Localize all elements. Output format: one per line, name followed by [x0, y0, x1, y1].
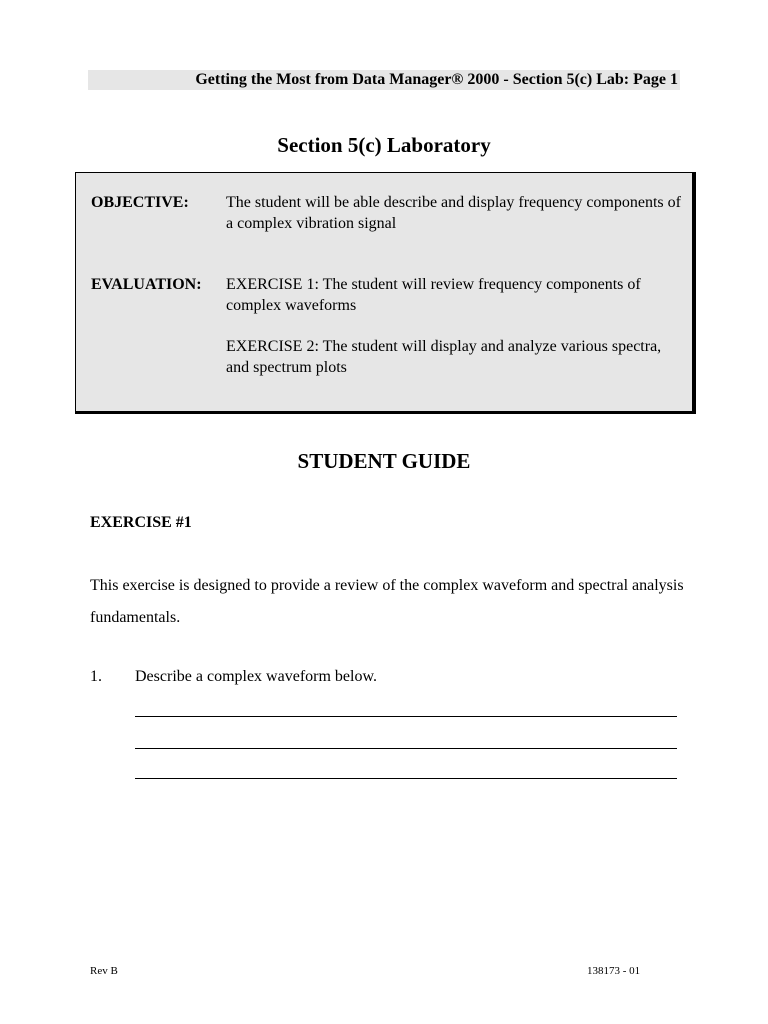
answer-line[interactable]: [135, 716, 677, 717]
page-title: Section 5(c) Laboratory: [277, 133, 491, 157]
exercise-intro: This exercise is designed to provide a review of the complex waveform and spectral analysis fundamentals.: [90, 577, 684, 626]
question-number: 1.: [90, 668, 102, 685]
objective-text: The student will be able describe and display frequency components of a complex vibration signal: [226, 194, 681, 232]
exercise-heading: EXERCISE #1: [90, 514, 192, 531]
evaluation-exercise-2: EXERCISE 2: The student will display and analyze various spectra, and spectrum plots: [226, 338, 662, 376]
running-header-text: Getting the Most from Data Manager® 2000 - Section 5(c) Lab: Page 1: [195, 71, 678, 88]
objective-box: [75, 172, 696, 414]
evaluation-exercise-1: EXERCISE 1: The student will review frequency components of complex waveforms: [226, 276, 641, 314]
question-text: Describe a complex waveform below.: [135, 668, 377, 685]
footer-revision: Rev B: [90, 965, 118, 977]
running-header: [88, 70, 680, 90]
answer-line[interactable]: [135, 778, 677, 779]
evaluation-label: EVALUATION:: [91, 276, 202, 293]
answer-line[interactable]: [135, 748, 677, 749]
student-guide-heading: STUDENT GUIDE: [297, 449, 471, 473]
objective-label: OBJECTIVE:: [91, 194, 189, 211]
footer-doc-number: 138173 - 01: [587, 965, 641, 977]
